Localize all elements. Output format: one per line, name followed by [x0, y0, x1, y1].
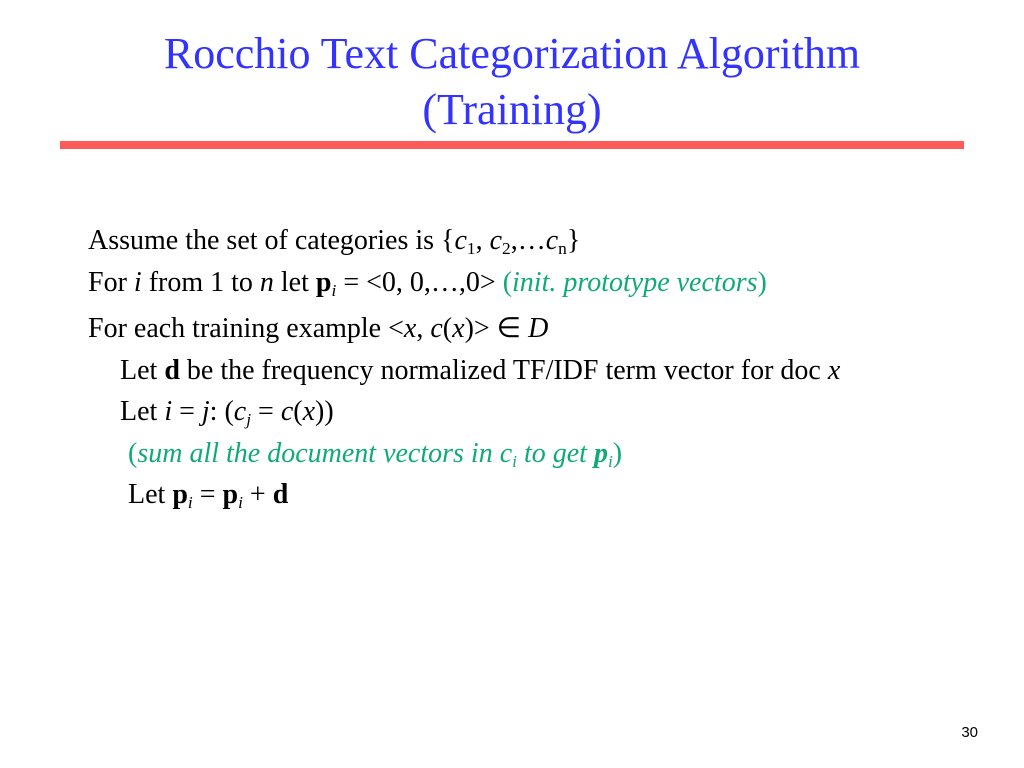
var-x: x [452, 313, 465, 344]
paren: ( [502, 267, 513, 298]
text: Let [120, 355, 165, 386]
sub-n: n [558, 238, 567, 258]
text: , [475, 225, 490, 256]
var-d: D [528, 313, 549, 344]
var-x: x [403, 313, 417, 344]
var-c: c [430, 313, 443, 344]
sub-i: i [238, 492, 243, 512]
sub-i: i [512, 451, 517, 471]
vector-d: d [164, 355, 180, 386]
sub-i: i [607, 451, 613, 471]
var-j: j [201, 396, 210, 427]
text: } [566, 225, 581, 256]
vector-p: p [593, 438, 608, 469]
text: + [242, 479, 273, 510]
text: Let [120, 396, 165, 427]
paren: ) [757, 267, 767, 298]
text: For each training example [88, 313, 389, 344]
slide-title-line-1: Rocchio Text Categorization Algorithm [163, 29, 861, 78]
paren: ( [128, 438, 138, 469]
text: Assume the set of categories is { [88, 225, 455, 256]
sub-2: 2 [502, 238, 511, 258]
annotation-text: to get [516, 438, 594, 469]
var-c: c [454, 225, 467, 256]
text: Let [128, 479, 173, 510]
line-update-prototype [128, 478, 288, 512]
text: = [251, 396, 281, 427]
annotation-sum-vectors [128, 437, 622, 471]
text: = [192, 479, 223, 510]
text: < [388, 313, 404, 344]
text: from 1 to [141, 267, 260, 298]
text: ( [293, 396, 303, 427]
text: : ( [209, 396, 234, 427]
vector-p: p [172, 479, 188, 510]
text: let [273, 267, 316, 298]
sub-i: i [187, 492, 193, 512]
line-for-each-example [88, 312, 548, 346]
var-c: c [280, 396, 294, 427]
var-x: x [302, 396, 316, 427]
text: )) [315, 396, 334, 427]
var-i: i [164, 396, 173, 427]
slide-title-line-2: (Training) [422, 85, 602, 134]
sub-1: 1 [466, 238, 476, 258]
text: For [88, 267, 134, 298]
text: = [172, 396, 202, 427]
text: ( [442, 313, 453, 344]
page-number: 30 [961, 724, 978, 741]
var-n: n [259, 267, 274, 298]
var-c: c [545, 225, 559, 256]
sub-j: j [246, 409, 252, 429]
annotation-init-prototype [503, 267, 767, 298]
line-assume-categories [88, 224, 580, 258]
annotation-text: sum all the document vectors in c [137, 438, 513, 469]
text: , [416, 313, 431, 344]
annotation-text: init. prototype vectors [512, 267, 758, 298]
var-i: i [133, 267, 142, 298]
line-let-i-j [120, 395, 334, 429]
line-init-prototypes [88, 266, 767, 300]
text: be the frequency normalized TF/IDF term vector for doc [179, 355, 828, 386]
var-c: c [489, 225, 503, 256]
paren: ) [612, 438, 623, 469]
text: = <0, 0,…,0> [336, 267, 503, 298]
var-c: c [233, 396, 247, 427]
text: )> ∈ [464, 313, 529, 344]
text: ,… [510, 225, 546, 256]
line-let-d [120, 354, 840, 388]
var-x: x [827, 355, 841, 386]
vector-d: d [272, 479, 289, 510]
vector-p: p [222, 479, 239, 510]
vector-p: p [315, 267, 332, 298]
sub-i: i [331, 280, 337, 300]
